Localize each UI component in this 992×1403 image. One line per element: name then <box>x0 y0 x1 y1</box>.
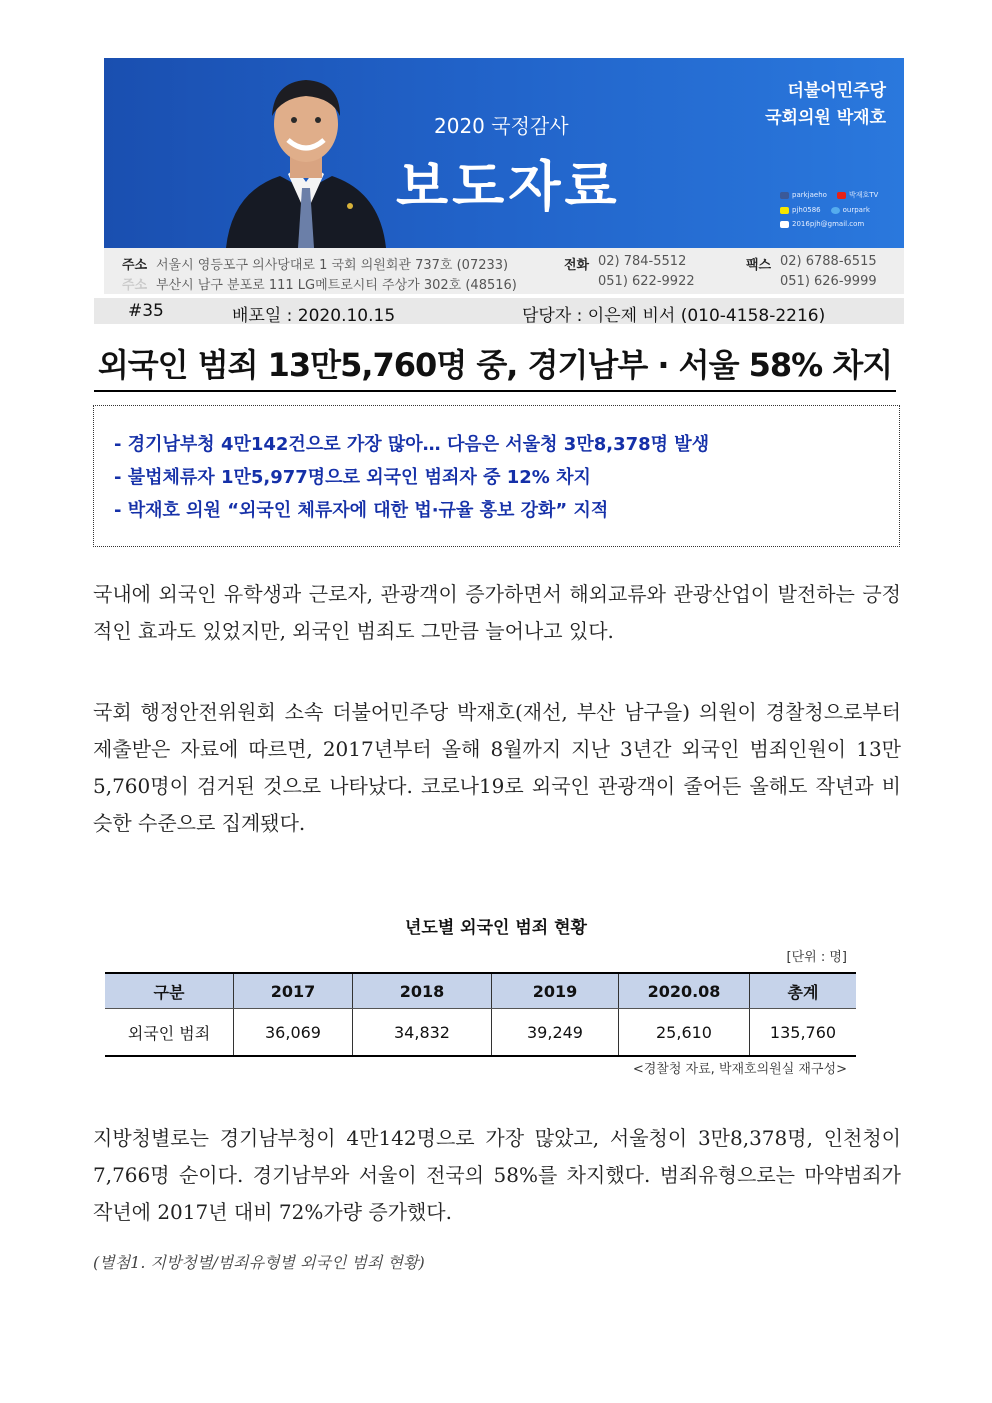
headline: 외국인 범죄 13만5,760명 중, 경기남부 · 서울 58% 차지 <box>97 346 893 384</box>
member-name: 국회의원 박재호 <box>765 108 886 128</box>
contact-address-bar <box>104 248 904 294</box>
table-cell: 외국인 범죄 <box>105 1009 234 1057</box>
twitter-link[interactable] <box>831 206 870 214</box>
facebook-link[interactable] <box>780 191 827 199</box>
summary-bullet: - 박재호 의원 “외국인 체류자에 대한 법·규율 홍보 강화” 지적 <box>114 500 609 521</box>
youtube-icon <box>837 192 846 199</box>
kakao-icon <box>780 207 789 214</box>
table-header-row <box>105 973 856 1009</box>
body-paragraph: 지방청별로는 경기남부청이 4만142명으로 가장 많았고, 서울청이 3만8,378명, 인천청이 7,766명 순이다. 경기남부와 서울이 전국의 58%를 차지했다. 범죄유형으로는 마약범죄가 작년에 2017년 대비 72%가량 증가했다. <box>93 1126 901 1224</box>
seoul-tel: 02) 784-5512 <box>598 254 687 269</box>
summary-box <box>93 405 900 547</box>
busan-fax: 051) 626-9999 <box>780 274 877 289</box>
table-cell: 39,249 <box>492 1009 619 1057</box>
table-source: <경찰청 자료, 박재호의원실 재구성> <box>632 1062 847 1077</box>
facebook-handle: parkjaeho <box>792 191 827 199</box>
busan-tel: 051) 622-9922 <box>598 274 695 289</box>
table-unit: [단위 : 명] <box>786 950 847 965</box>
release-date: 배포일 : 2020.10.15 <box>232 306 396 326</box>
headline-divider <box>94 390 896 392</box>
table-cell: 34,832 <box>353 1009 492 1057</box>
body-paragraph: 국내에 외국인 유학생과 근로자, 관광객이 증가하면서 해외교류와 관광산업이 발전하는 긍정적인 효과도 있었지만, 외국인 범죄도 그만큼 늘어나고 있다. <box>93 582 901 643</box>
header-cell: 구분 <box>105 973 234 1009</box>
tel-label: 전화 <box>564 258 590 273</box>
contact-person: 담당자 : 이은제 비서 (010-4158-2216) <box>522 306 826 326</box>
kakao-link[interactable] <box>780 206 821 214</box>
header-cell: 2019 <box>492 973 619 1009</box>
seoul-fax: 02) 6788-6515 <box>780 254 877 269</box>
address-label-2: 주소 <box>122 278 148 293</box>
twitter-handle: ourpark <box>842 206 870 214</box>
header-cell: 2017 <box>234 973 353 1009</box>
summary-bullet: - 불법체류자 1만5,977명으로 외국인 범죄자 중 12% 차지 <box>114 467 591 488</box>
header-cell: 2020.08 <box>619 973 750 1009</box>
email-icon <box>780 221 789 228</box>
lawmaker-portrait <box>222 64 390 248</box>
youtube-link[interactable] <box>837 190 878 200</box>
twitter-icon <box>831 207 840 214</box>
email-link[interactable] <box>780 220 864 228</box>
party-name: 더불어민주당 <box>787 81 886 101</box>
table-cell: 36,069 <box>234 1009 353 1057</box>
table-cell: 135,760 <box>750 1009 857 1057</box>
email-address: 2016pjh@gmail.com <box>792 220 865 228</box>
summary-bullet: - 경기남부청 4만142건으로 가장 많아… 다음은 서울청 3만8,378명 발생 <box>114 434 710 455</box>
youtube-handle: 박재호TV <box>848 191 879 199</box>
table-row <box>105 1009 856 1057</box>
body-paragraph: 국회 행정안전위원회 소속 더불어민주당 박재호(재선, 부산 남구을) 의원이 경찰청으로부터 제출받은 자료에 따르면, 2017년부터 올해 8월까지 지난 3년간 외국인 범죄인원이 13만5,760명이 검거된 것으로 나타났다. 코로나19로 외국인 관광객이 줄어든 올해도 작년과 비슷한 수준으로 집계됐다. <box>93 700 901 835</box>
kakao-handle: pjh0586 <box>792 206 821 214</box>
table-cell: 25,610 <box>619 1009 750 1057</box>
party-block <box>765 78 886 132</box>
attachment-note: (별첨1. 지방청별/범죄유형별 외국인 범죄 현황) <box>93 1253 425 1272</box>
table-caption: 년도별 외국인 범죄 현황 <box>405 918 587 938</box>
fax-label: 팩스 <box>746 258 772 273</box>
social-links <box>780 190 900 234</box>
facebook-icon <box>780 192 789 199</box>
press-release-banner <box>104 58 904 248</box>
distribution-bar <box>94 298 904 324</box>
release-number: #35 <box>128 301 164 321</box>
header-cell: 2018 <box>353 973 492 1009</box>
address-label: 주소 <box>122 258 148 273</box>
seoul-address: 서울시 영등포구 의사당대로 1 국회 의원회관 737호 (07233) <box>156 258 509 273</box>
header-cell: 총계 <box>750 973 857 1009</box>
busan-address: 부산시 남구 분포로 111 LG메트로시티 주상가 302호 (48516) <box>156 278 517 293</box>
audit-year-label: 2020 국정감사 <box>434 114 569 138</box>
press-release-title: 보도자료 <box>396 155 621 218</box>
crime-stats-table <box>105 972 856 1057</box>
